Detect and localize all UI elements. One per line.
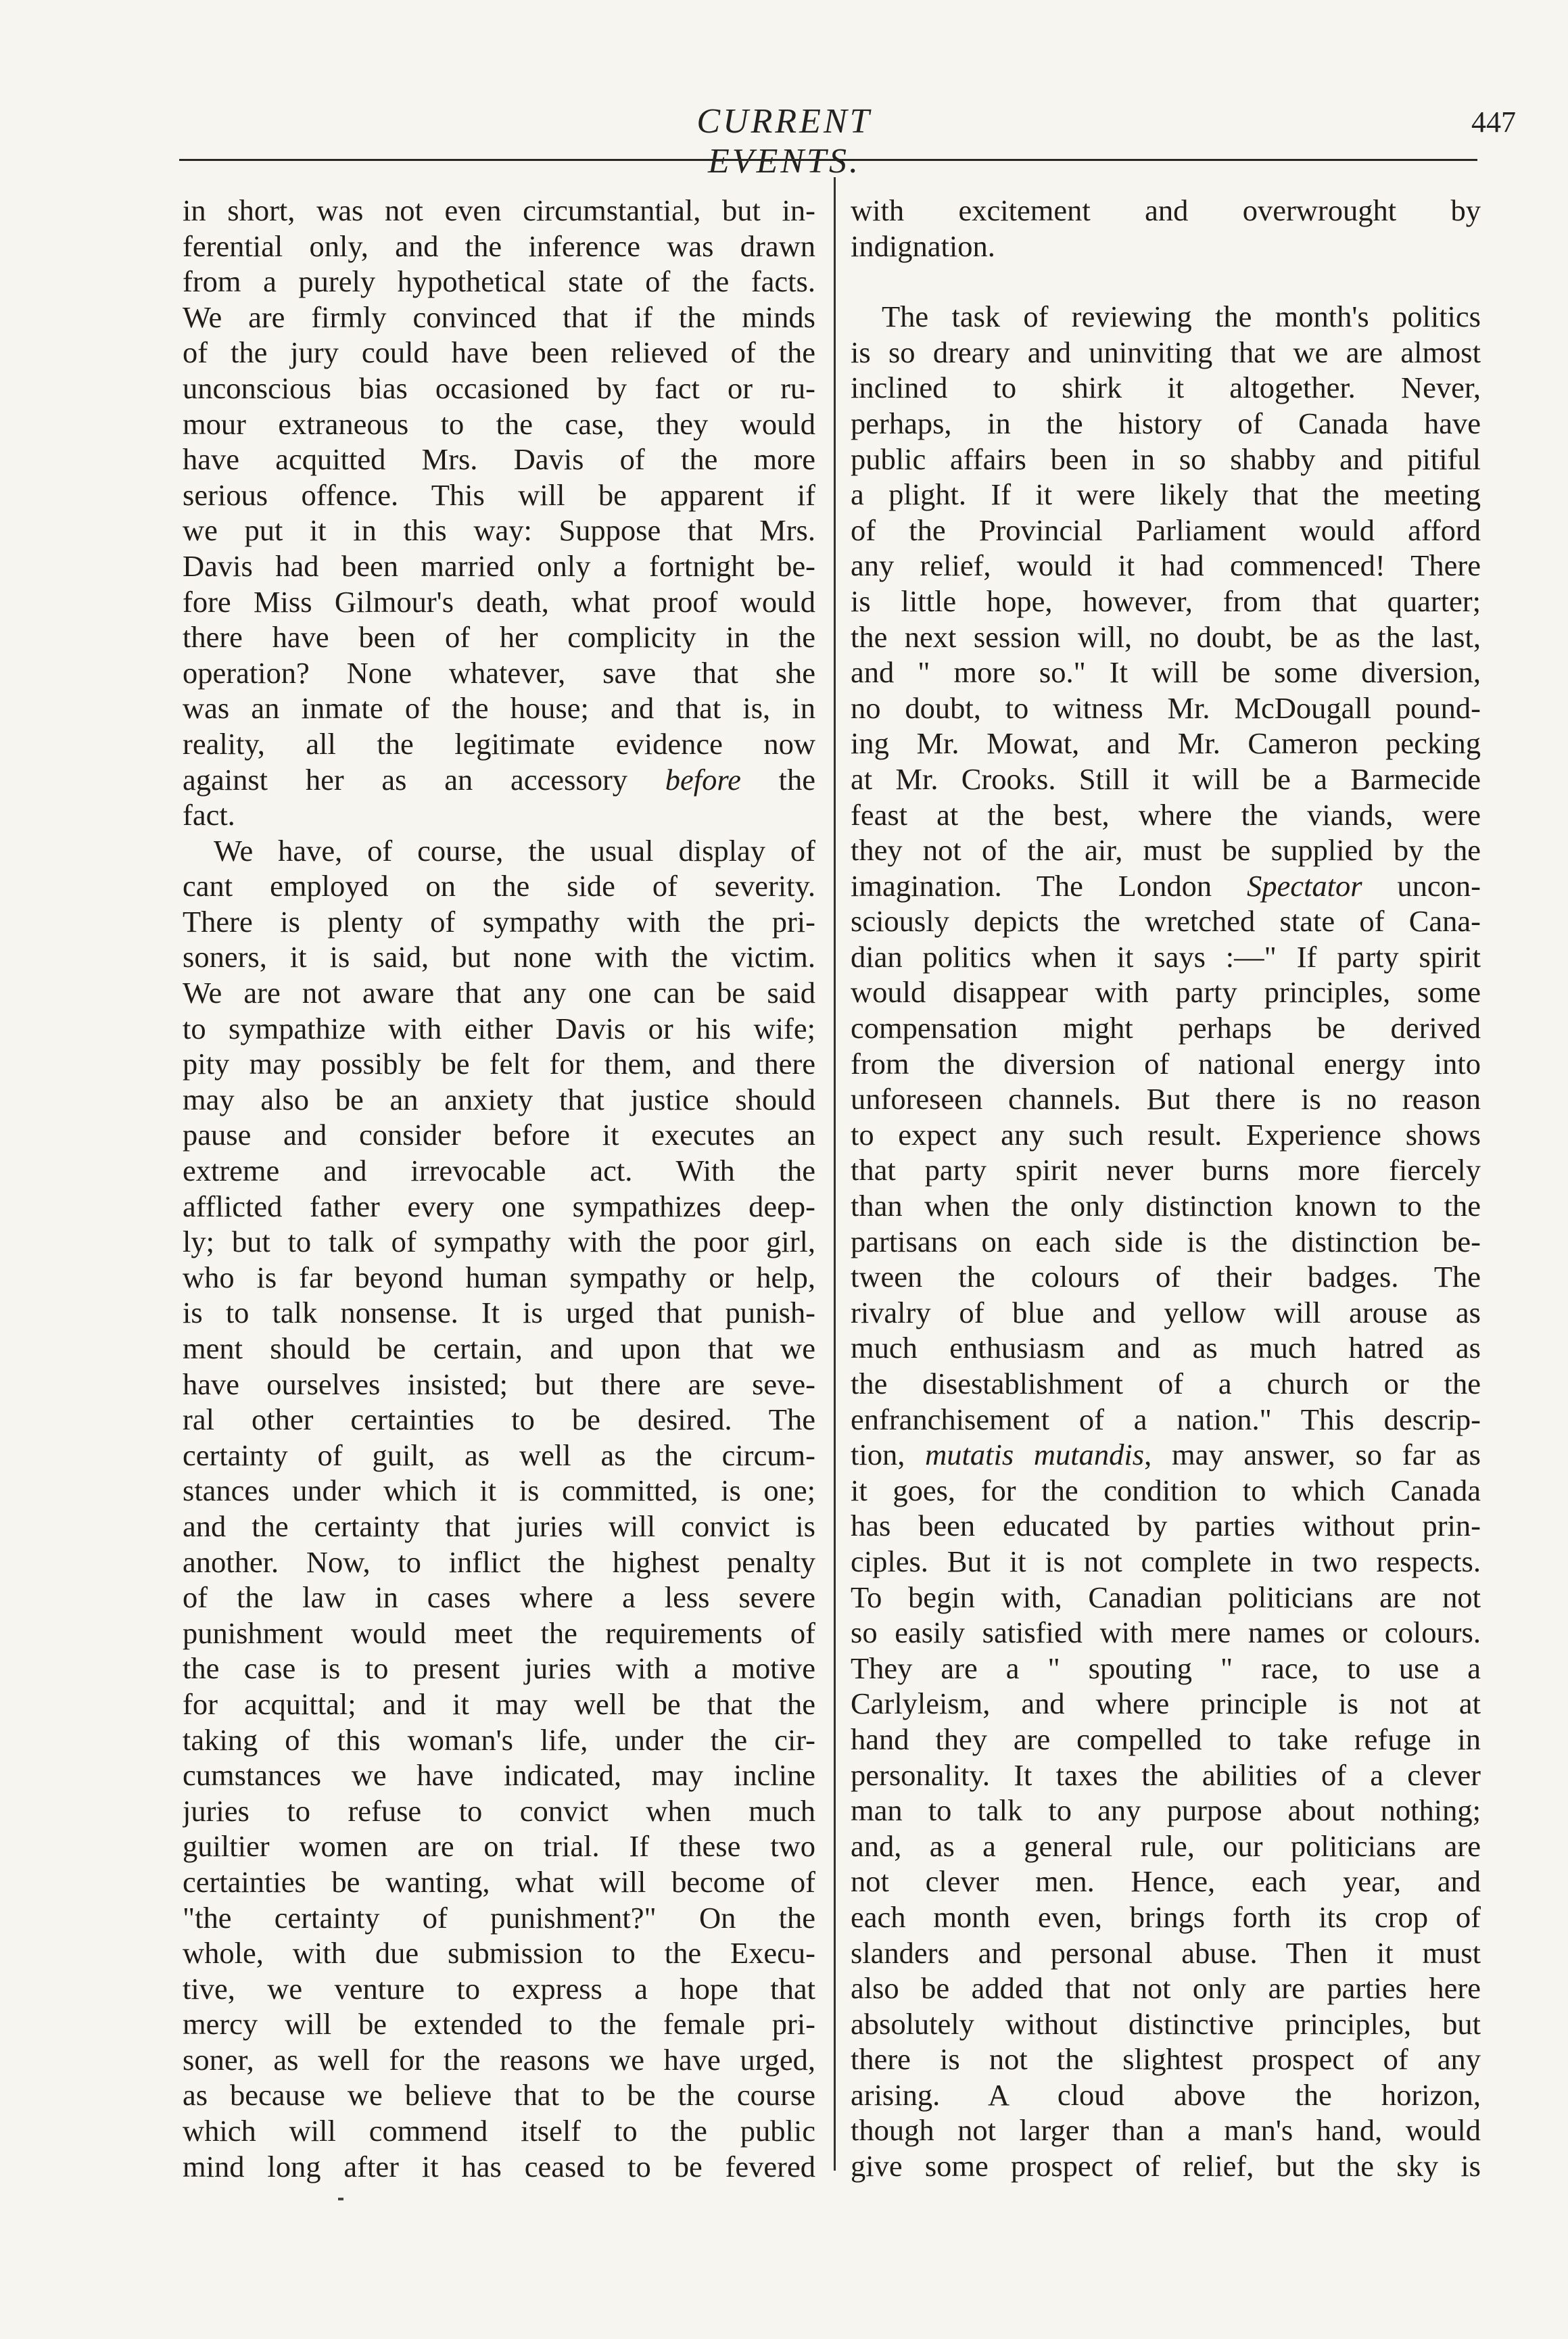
text-line: Davis had been married only a fortnight be-	[183, 548, 815, 583]
column-divider	[834, 177, 836, 2171]
text-line: There is plenty of sympathy with the pri-	[183, 904, 815, 939]
text-line: public affairs been in so shabby and pitiful	[851, 442, 1481, 476]
text-line: for acquittal; and it may well be that the	[183, 1686, 815, 1721]
text-line: there is not the slightest prospect of any	[851, 2042, 1481, 2077]
paragraph-start-line: The task of reviewing the month's politics	[882, 300, 1481, 334]
print-speck	[338, 2198, 343, 2200]
text-line: sciously depicts the wretched state of Cana-	[851, 904, 1481, 939]
text-line: fore Miss Gilmour's death, what proof would	[183, 584, 815, 619]
text-line: have acquitted Mrs. Davis of the more	[183, 442, 815, 477]
text-line: the case is to present juries with a motive	[183, 1651, 815, 1686]
text-line: the disestablishment of a church or the	[851, 1367, 1481, 1400]
text-line: pause and consider before it executes an	[183, 1118, 815, 1152]
text-line: soners, it is said, but none with the victim.	[183, 940, 815, 974]
text-line: against her as an accessory before the	[183, 762, 815, 797]
text-line: was an inmate of the house; and that is, in	[183, 691, 815, 726]
text-line: man to talk to any purpose about nothing;	[851, 1793, 1481, 1828]
text-line: tive, we venture to express a hope that	[183, 1971, 815, 2006]
text-line: juries to refuse to convict when much	[183, 1793, 815, 1828]
text-line: each month even, brings forth its crop of	[851, 1899, 1481, 1934]
text-line: ment should be certain, and upon that we	[183, 1331, 815, 1365]
text-line: so easily satisfied with mere names or colours.	[851, 1615, 1481, 1650]
text-line: serious offence. This will be apparent if	[183, 477, 815, 512]
text-line: that party spirit never burns more fiercely	[851, 1153, 1481, 1187]
text-line: reality, all the legitimate evidence now	[183, 726, 815, 761]
text-line: and " more so." It will be some diversion,	[851, 655, 1481, 690]
text-line: To begin with, Canadian politicians are not	[851, 1580, 1481, 1614]
text-line: They are a " spouting " race, to use a	[851, 1651, 1481, 1685]
text-line: mercy will be extended to the female pri-	[183, 2007, 815, 2041]
text-line: taking of this woman's life, under the cir-	[183, 1722, 815, 1757]
text-line: which will commend itself to the public	[183, 2114, 815, 2148]
text-line: tween the colours of their badges. The	[851, 1260, 1481, 1294]
text-line: to sympathize with either Davis or his wife;	[183, 1011, 815, 1045]
text-line: any relief, would it had commenced! There	[851, 548, 1481, 583]
text-line: in short, was not even circumstantial, but in-	[183, 193, 815, 227]
text-line: certainty of guilt, as well as the circum-	[183, 1438, 815, 1472]
text-line: soner, as well for the reasons we have urged,	[183, 2042, 815, 2077]
text-line: ing Mr. Mowat, and Mr. Cameron pecking	[851, 726, 1481, 761]
text-line: guiltier women are on trial. If these two	[183, 1829, 815, 1864]
text-line: and, as a general rule, our politicians are	[851, 1828, 1481, 1863]
text-line: We are not aware that any one can be said	[183, 976, 815, 1010]
text-line: there have been of her complicity in the	[183, 620, 815, 655]
text-line: though not larger than a man's hand, would	[851, 2113, 1481, 2148]
text-line: dian politics when it says :—" If party spirit	[851, 939, 1481, 974]
text-line: and the certainty that juries will convict is	[183, 1509, 815, 1543]
text-line: ral other certainties to be desired. The	[183, 1402, 815, 1437]
text-line: enfranchisement of a nation." This descrip-	[851, 1402, 1481, 1436]
text-line: pity may possibly be felt for them, and there	[183, 1047, 815, 1081]
text-line: unconscious bias occasioned by fact or ru-	[183, 371, 815, 405]
text-line: partisans on each side is the distinction be-	[851, 1224, 1481, 1258]
text-line: of the Provincial Parliament would afford	[851, 513, 1481, 547]
text-line: is so dreary and uninviting that we are almost	[851, 335, 1481, 369]
text-line: they not of the air, must be supplied by the	[851, 833, 1481, 868]
text-line: extreme and irrevocable act. With the	[183, 1154, 815, 1188]
text-line: ferential only, and the inference was drawn	[183, 229, 815, 263]
text-line: who is far beyond human sympathy or help,	[183, 1260, 815, 1294]
text-line: of the law in cases where a less severe	[183, 1580, 815, 1615]
text-line: slanders and personal abuse. Then it must	[851, 1935, 1481, 1970]
text-line: of the jury could have been relieved of the	[183, 335, 815, 370]
text-line: We are firmly convinced that if the minds	[183, 300, 815, 334]
text-line: operation? None whatever, save that she	[183, 655, 815, 690]
left-column	[183, 193, 815, 2184]
text-line: to expect any such result. Experience shows	[851, 1117, 1481, 1152]
text-line: imagination. The London Spectator uncon-	[851, 868, 1481, 903]
text-line: a plight. If it were likely that the meeting	[851, 477, 1481, 512]
text-line: much enthusiasm and as much hatred as	[851, 1331, 1481, 1365]
paragraph-start-line: We have, of course, the usual display of	[214, 833, 815, 868]
text-line: personality. It taxes the abilities of a clever	[851, 1757, 1481, 1792]
text-line: hand they are compelled to take refuge in	[851, 1722, 1481, 1756]
text-line: cumstances we have indicated, may incline	[183, 1758, 815, 1793]
text-line: is to talk nonsense. It is urged that punish-	[183, 1296, 815, 1330]
text-line: Carlyleism, and where principle is not at	[851, 1686, 1481, 1721]
text-line: also be added that not only are parties here	[851, 1971, 1481, 2006]
text-line: cant employed on the side of severity.	[183, 869, 815, 903]
text-line: it goes, for the condition to which Canada	[851, 1473, 1481, 1507]
text-line: ciples. But it is not complete in two respects.	[851, 1544, 1481, 1578]
page-number: 447	[1471, 105, 1516, 139]
text-line: the next session will, no doubt, be as the last,	[851, 619, 1481, 654]
text-line: from the diversion of national energy into	[851, 1046, 1481, 1081]
text-line: as because we believe that to be the course	[183, 2078, 815, 2112]
text-line: no doubt, to witness Mr. McDougall pound-	[851, 690, 1481, 725]
text-line: ly; but to talk of sympathy with the poor girl,	[183, 1225, 815, 1259]
text-line: stances under which it is committed, is one;	[183, 1473, 815, 1508]
text-line: with excitement and overwrought by	[851, 193, 1481, 227]
text-line: mind long after it has ceased to be fevered	[183, 2149, 815, 2183]
text-line: feast at the best, where the viands, were	[851, 797, 1481, 832]
text-line: give some prospect of relief, but the sky is	[851, 2149, 1481, 2183]
text-line: afflicted father every one sympathizes deep-	[183, 1189, 815, 1223]
text-line: inclined to shirk it altogether. Never,	[851, 371, 1481, 405]
text-line: mour extraneous to the case, they would	[183, 406, 815, 441]
text-line: may also be an anxiety that justice should	[183, 1082, 815, 1116]
text-line: "the certainty of punishment?" On the	[183, 1900, 815, 1935]
header-rule	[179, 159, 1477, 161]
text-line: from a purely hypothetical state of the facts.	[183, 264, 815, 299]
text-line: punishment would meet the requirements of	[183, 1615, 815, 1650]
text-line: absolutely without distinctive principles, but	[851, 2006, 1481, 2041]
text-line: certainties be wanting, what will become of	[183, 1864, 815, 1899]
text-line: have ourselves insisted; but there are seve-	[183, 1367, 815, 1401]
text-line: compensation might perhaps be derived	[851, 1011, 1481, 1045]
text-line: perhaps, in the history of Canada have	[851, 406, 1481, 440]
text-line: is little hope, however, from that quarter;	[851, 584, 1481, 618]
text-line: tion, mutatis mutandis, may answer, so far as	[851, 1438, 1481, 1472]
text-line: would disappear with party principles, some	[851, 975, 1481, 1010]
text-line: arising. A cloud above the horizon,	[851, 2077, 1481, 2112]
text-line: another. Now, to inflict the highest penalty	[183, 1544, 815, 1579]
text-line: at Mr. Crooks. Still it will be a Barmecide	[851, 761, 1481, 796]
text-line: we put it in this way: Suppose that Mrs.	[183, 513, 815, 548]
text-line: has been educated by parties without prin-	[851, 1509, 1481, 1543]
text-line: not clever men. Hence, each year, and	[851, 1864, 1481, 1899]
text-line: than when the only distinction known to the	[851, 1189, 1481, 1223]
right-column	[851, 193, 1481, 2184]
text-line: whole, with due submission to the Execu-	[183, 1936, 815, 1970]
text-line: fact.	[183, 798, 235, 832]
text-line: unforeseen channels. But there is no reason	[851, 1082, 1481, 1116]
text-line: indignation.	[851, 229, 995, 263]
running-title: CURRENT EVENTS.	[696, 102, 872, 181]
text-line: rivalry of blue and yellow will arouse as	[851, 1295, 1481, 1329]
